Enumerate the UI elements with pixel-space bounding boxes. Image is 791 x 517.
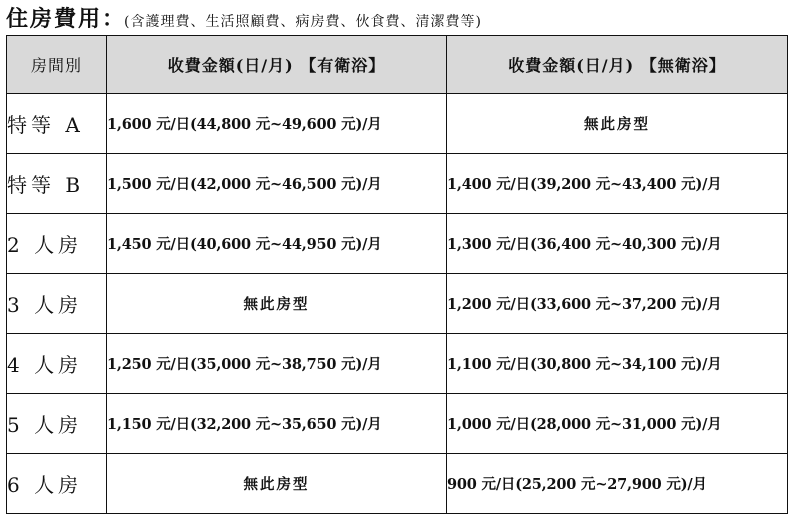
without-bath-price-cell: 1,200 元/日(33,600 元~37,200 元)/月 — [447, 274, 788, 334]
without-bath-price-cell: 1,300 元/日(36,400 元~40,300 元)/月 — [447, 214, 788, 274]
with-bath-price-cell: 1,150 元/日(32,200 元~35,650 元)/月 — [107, 394, 447, 454]
without-bath-price-cell: 900 元/日(25,200 元~27,900 元)/月 — [447, 454, 788, 514]
room-type-cell: 特等 B — [7, 154, 107, 214]
page-title — [6, 2, 482, 36]
room-type-cell: 2 人房 — [7, 214, 107, 274]
with-bath-price-cell: 無此房型 — [107, 454, 447, 514]
table-row — [7, 154, 788, 214]
without-bath-price-cell: 1,100 元/日(30,800 元~34,100 元)/月 — [447, 334, 788, 394]
table-row — [7, 394, 788, 454]
title-main: 住房費用 — [6, 6, 103, 32]
table-row — [7, 214, 788, 274]
table-row — [7, 334, 788, 394]
table-row — [7, 274, 788, 334]
table-row — [7, 94, 788, 154]
room-type-cell: 5 人房 — [7, 394, 107, 454]
with-bath-price-cell: 1,250 元/日(35,000 元~38,750 元)/月 — [107, 334, 447, 394]
title-separator: ： — [102, 6, 125, 32]
fee-table — [6, 35, 788, 514]
without-bath-price-cell: 無此房型 — [447, 94, 788, 154]
with-bath-price-cell: 1,500 元/日(42,000 元~46,500 元)/月 — [107, 154, 447, 214]
with-bath-price-cell: 1,600 元/日(44,800 元~49,600 元)/月 — [107, 94, 447, 154]
header-room-type: 房間別 — [7, 36, 107, 94]
table-row — [7, 454, 788, 514]
header-without-bath: 收費金額(日/月) 【無衛浴】 — [447, 36, 788, 94]
with-bath-price-cell: 無此房型 — [107, 274, 447, 334]
room-type-cell: 特等 A — [7, 94, 107, 154]
title-note: (含護理費、生活照顧費、病房費、伙食費、清潔費等) — [124, 14, 482, 30]
without-bath-price-cell: 1,400 元/日(39,200 元~43,400 元)/月 — [447, 154, 788, 214]
room-type-cell: 6 人房 — [7, 454, 107, 514]
room-type-cell: 3 人房 — [7, 274, 107, 334]
without-bath-price-cell: 1,000 元/日(28,000 元~31,000 元)/月 — [447, 394, 788, 454]
header-with-bath: 收費金額(日/月) 【有衛浴】 — [107, 36, 447, 94]
header-row — [7, 36, 788, 94]
with-bath-price-cell: 1,450 元/日(40,600 元~44,950 元)/月 — [107, 214, 447, 274]
room-type-cell: 4 人房 — [7, 334, 107, 394]
